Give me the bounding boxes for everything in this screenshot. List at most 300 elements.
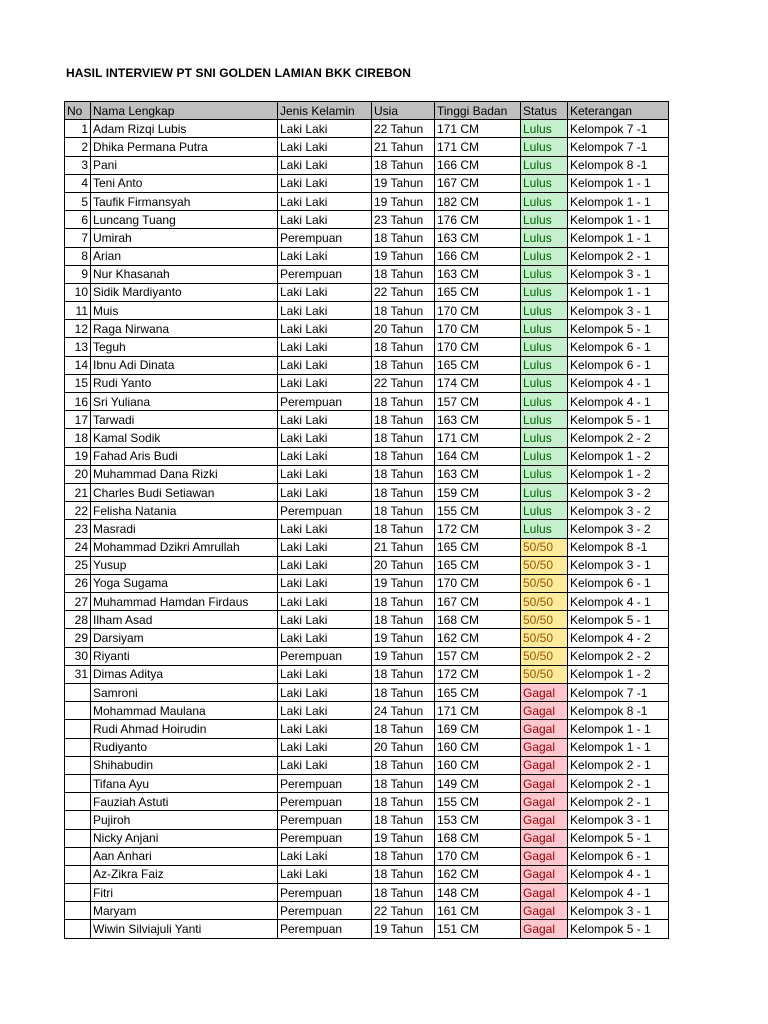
cell-keterangan: Kelompok 3 - 2 — [568, 502, 669, 520]
cell-nama-lengkap: Rudi Yanto — [91, 374, 278, 392]
cell-keterangan: Kelompok 8 -1 — [568, 156, 669, 174]
cell-keterangan: Kelompok 4 - 1 — [568, 884, 669, 902]
cell-no — [65, 847, 91, 865]
cell-keterangan: Kelompok 7 -1 — [568, 684, 669, 702]
cell-no — [65, 884, 91, 902]
cell-status: Lulus — [521, 429, 568, 447]
cell-jenis-kelamin: Laki Laki — [278, 247, 372, 265]
cell-no: 19 — [65, 447, 91, 465]
table-row — [65, 556, 669, 574]
cell-status: Lulus — [521, 120, 568, 138]
cell-no: 26 — [65, 574, 91, 592]
cell-usia: 18 Tahun — [372, 684, 435, 702]
cell-no: 17 — [65, 411, 91, 429]
cell-nama-lengkap: Sri Yuliana — [91, 393, 278, 411]
cell-tinggi-badan: 149 CM — [435, 774, 521, 792]
cell-no: 31 — [65, 665, 91, 683]
cell-status: Gagal — [521, 884, 568, 902]
cell-tinggi-badan: 182 CM — [435, 192, 521, 210]
cell-tinggi-badan: 157 CM — [435, 647, 521, 665]
cell-usia: 18 Tahun — [372, 302, 435, 320]
cell-nama-lengkap: Samroni — [91, 684, 278, 702]
table-row — [65, 502, 669, 520]
cell-keterangan: Kelompok 3 - 1 — [568, 265, 669, 283]
cell-jenis-kelamin: Laki Laki — [278, 738, 372, 756]
cell-nama-lengkap: Shihabudin — [91, 756, 278, 774]
cell-nama-lengkap: Felisha Natania — [91, 502, 278, 520]
cell-no: 20 — [65, 465, 91, 483]
cell-status: Gagal — [521, 847, 568, 865]
header-status: Status — [521, 102, 568, 120]
header-no: No — [65, 102, 91, 120]
cell-tinggi-badan: 163 CM — [435, 265, 521, 283]
cell-keterangan: Kelompok 8 -1 — [568, 538, 669, 556]
cell-usia: 22 Tahun — [372, 120, 435, 138]
cell-usia: 20 Tahun — [372, 738, 435, 756]
cell-status: Gagal — [521, 684, 568, 702]
cell-keterangan: Kelompok 1 - 1 — [568, 283, 669, 301]
cell-tinggi-badan: 163 CM — [435, 229, 521, 247]
cell-usia: 18 Tahun — [372, 593, 435, 611]
cell-keterangan: Kelompok 1 - 1 — [568, 192, 669, 210]
cell-usia: 19 Tahun — [372, 920, 435, 938]
cell-status: Lulus — [521, 229, 568, 247]
cell-nama-lengkap: Dimas Aditya — [91, 665, 278, 683]
cell-jenis-kelamin: Laki Laki — [278, 847, 372, 865]
cell-jenis-kelamin: Laki Laki — [278, 611, 372, 629]
cell-usia: 18 Tahun — [372, 502, 435, 520]
cell-nama-lengkap: Adam Rizqi Lubis — [91, 120, 278, 138]
cell-tinggi-badan: 171 CM — [435, 138, 521, 156]
cell-nama-lengkap: Kamal Sodik — [91, 429, 278, 447]
cell-no — [65, 720, 91, 738]
cell-nama-lengkap: Pujiroh — [91, 811, 278, 829]
cell-status: 50/50 — [521, 611, 568, 629]
header-jenis-kelamin: Jenis Kelamin — [278, 102, 372, 120]
cell-status: Gagal — [521, 811, 568, 829]
cell-no: 13 — [65, 338, 91, 356]
cell-tinggi-badan: 171 CM — [435, 120, 521, 138]
cell-usia: 19 Tahun — [372, 174, 435, 192]
cell-keterangan: Kelompok 5 - 1 — [568, 320, 669, 338]
cell-jenis-kelamin: Laki Laki — [278, 556, 372, 574]
cell-no: 10 — [65, 283, 91, 301]
table-row — [65, 320, 669, 338]
cell-no: 29 — [65, 629, 91, 647]
cell-status: Gagal — [521, 902, 568, 920]
cell-jenis-kelamin: Laki Laki — [278, 520, 372, 538]
cell-nama-lengkap: Arian — [91, 247, 278, 265]
cell-nama-lengkap: Ilham Asad — [91, 611, 278, 629]
cell-tinggi-badan: 176 CM — [435, 211, 521, 229]
cell-keterangan: Kelompok 5 - 1 — [568, 920, 669, 938]
cell-keterangan: Kelompok 3 - 1 — [568, 902, 669, 920]
cell-keterangan: Kelompok 2 - 1 — [568, 756, 669, 774]
cell-usia: 21 Tahun — [372, 138, 435, 156]
cell-usia: 18 Tahun — [372, 265, 435, 283]
cell-jenis-kelamin: Laki Laki — [278, 374, 372, 392]
cell-keterangan: Kelompok 1 - 1 — [568, 720, 669, 738]
cell-jenis-kelamin: Laki Laki — [278, 302, 372, 320]
cell-nama-lengkap: Mohammad Maulana — [91, 702, 278, 720]
cell-keterangan: Kelompok 1 - 1 — [568, 738, 669, 756]
cell-no: 9 — [65, 265, 91, 283]
cell-usia: 18 Tahun — [372, 774, 435, 792]
cell-usia: 18 Tahun — [372, 156, 435, 174]
cell-nama-lengkap: Tarwadi — [91, 411, 278, 429]
cell-keterangan: Kelompok 5 - 1 — [568, 611, 669, 629]
cell-status: Lulus — [521, 520, 568, 538]
table-row — [65, 774, 669, 792]
cell-jenis-kelamin: Laki Laki — [278, 720, 372, 738]
cell-no: 24 — [65, 538, 91, 556]
cell-status: Lulus — [521, 174, 568, 192]
cell-no: 16 — [65, 393, 91, 411]
cell-keterangan: Kelompok 2 - 1 — [568, 247, 669, 265]
cell-no: 14 — [65, 356, 91, 374]
cell-tinggi-badan: 172 CM — [435, 520, 521, 538]
cell-no — [65, 811, 91, 829]
cell-status: Lulus — [521, 192, 568, 210]
cell-no: 1 — [65, 120, 91, 138]
cell-status: Lulus — [521, 211, 568, 229]
table-row — [65, 702, 669, 720]
table-row — [65, 847, 669, 865]
cell-nama-lengkap: Fitri — [91, 884, 278, 902]
cell-usia: 18 Tahun — [372, 229, 435, 247]
cell-status: Lulus — [521, 411, 568, 429]
cell-nama-lengkap: Raga Nirwana — [91, 320, 278, 338]
table-row — [65, 756, 669, 774]
cell-tinggi-badan: 165 CM — [435, 283, 521, 301]
cell-tinggi-badan: 164 CM — [435, 447, 521, 465]
cell-jenis-kelamin: Laki Laki — [278, 156, 372, 174]
table-row — [65, 374, 669, 392]
table-row — [65, 411, 669, 429]
cell-status: Gagal — [521, 774, 568, 792]
table-row — [65, 611, 669, 629]
cell-keterangan: Kelompok 7 -1 — [568, 138, 669, 156]
cell-nama-lengkap: Mohammad Dzikri Amrullah — [91, 538, 278, 556]
cell-usia: 18 Tahun — [372, 447, 435, 465]
cell-jenis-kelamin: Laki Laki — [278, 411, 372, 429]
cell-tinggi-badan: 162 CM — [435, 629, 521, 647]
table-row — [65, 811, 669, 829]
table-row — [65, 156, 669, 174]
cell-jenis-kelamin: Laki Laki — [278, 211, 372, 229]
cell-nama-lengkap: Teguh — [91, 338, 278, 356]
cell-usia: 18 Tahun — [372, 756, 435, 774]
cell-tinggi-badan: 170 CM — [435, 847, 521, 865]
cell-status: Lulus — [521, 447, 568, 465]
cell-usia: 22 Tahun — [372, 283, 435, 301]
cell-status: 50/50 — [521, 647, 568, 665]
cell-keterangan: Kelompok 4 - 2 — [568, 629, 669, 647]
cell-tinggi-badan: 165 CM — [435, 684, 521, 702]
cell-tinggi-badan: 170 CM — [435, 302, 521, 320]
cell-nama-lengkap: Sidik Mardiyanto — [91, 283, 278, 301]
cell-keterangan: Kelompok 1 - 1 — [568, 229, 669, 247]
cell-keterangan: Kelompok 1 - 1 — [568, 174, 669, 192]
cell-usia: 18 Tahun — [372, 483, 435, 501]
cell-keterangan: Kelompok 3 - 2 — [568, 520, 669, 538]
cell-tinggi-badan: 171 CM — [435, 429, 521, 447]
cell-nama-lengkap: Pani — [91, 156, 278, 174]
cell-jenis-kelamin: Laki Laki — [278, 429, 372, 447]
header-nama-lengkap: Nama Lengkap — [91, 102, 278, 120]
cell-status: Lulus — [521, 320, 568, 338]
cell-status: Gagal — [521, 738, 568, 756]
table-row — [65, 574, 669, 592]
cell-status: Gagal — [521, 793, 568, 811]
cell-jenis-kelamin: Laki Laki — [278, 447, 372, 465]
cell-tinggi-badan: 160 CM — [435, 756, 521, 774]
cell-usia: 23 Tahun — [372, 211, 435, 229]
cell-usia: 18 Tahun — [372, 356, 435, 374]
cell-nama-lengkap: Riyanti — [91, 647, 278, 665]
cell-no — [65, 684, 91, 702]
cell-nama-lengkap: Charles Budi Setiawan — [91, 483, 278, 501]
cell-jenis-kelamin: Laki Laki — [278, 283, 372, 301]
cell-keterangan: Kelompok 1 - 1 — [568, 211, 669, 229]
cell-jenis-kelamin: Perempuan — [278, 229, 372, 247]
header-usia: Usia — [372, 102, 435, 120]
table-row — [65, 902, 669, 920]
cell-tinggi-badan: 169 CM — [435, 720, 521, 738]
table-row — [65, 520, 669, 538]
cell-nama-lengkap: Rudiyanto — [91, 738, 278, 756]
table-row — [65, 483, 669, 501]
table-row — [65, 429, 669, 447]
cell-jenis-kelamin: Perempuan — [278, 829, 372, 847]
cell-usia: 19 Tahun — [372, 629, 435, 647]
cell-status: Lulus — [521, 138, 568, 156]
cell-nama-lengkap: Tifana Ayu — [91, 774, 278, 792]
cell-keterangan: Kelompok 5 - 1 — [568, 829, 669, 847]
table-body — [65, 120, 669, 938]
cell-status: Lulus — [521, 247, 568, 265]
cell-tinggi-badan: 155 CM — [435, 502, 521, 520]
table-row — [65, 884, 669, 902]
table-row — [65, 829, 669, 847]
table-row — [65, 920, 669, 938]
cell-no — [65, 756, 91, 774]
cell-no: 7 — [65, 229, 91, 247]
cell-no: 15 — [65, 374, 91, 392]
cell-usia: 18 Tahun — [372, 793, 435, 811]
cell-jenis-kelamin: Laki Laki — [278, 629, 372, 647]
cell-nama-lengkap: Aan Anhari — [91, 847, 278, 865]
cell-tinggi-badan: 155 CM — [435, 793, 521, 811]
table-row — [65, 283, 669, 301]
cell-status: Lulus — [521, 393, 568, 411]
header-row — [65, 102, 669, 120]
cell-jenis-kelamin: Perempuan — [278, 393, 372, 411]
cell-no: 18 — [65, 429, 91, 447]
cell-keterangan: Kelompok 6 - 1 — [568, 338, 669, 356]
table-row — [65, 593, 669, 611]
cell-no: 6 — [65, 211, 91, 229]
cell-nama-lengkap: Taufik Firmansyah — [91, 192, 278, 210]
cell-keterangan: Kelompok 2 - 2 — [568, 647, 669, 665]
cell-keterangan: Kelompok 2 - 1 — [568, 793, 669, 811]
cell-tinggi-badan: 168 CM — [435, 611, 521, 629]
cell-usia: 18 Tahun — [372, 411, 435, 429]
table-row — [65, 120, 669, 138]
cell-usia: 19 Tahun — [372, 647, 435, 665]
cell-jenis-kelamin: Perempuan — [278, 647, 372, 665]
table-row — [65, 738, 669, 756]
cell-keterangan: Kelompok 6 - 1 — [568, 574, 669, 592]
cell-usia: 18 Tahun — [372, 338, 435, 356]
cell-no: 25 — [65, 556, 91, 574]
cell-keterangan: Kelompok 4 - 1 — [568, 865, 669, 883]
cell-jenis-kelamin: Perempuan — [278, 265, 372, 283]
cell-jenis-kelamin: Laki Laki — [278, 684, 372, 702]
cell-jenis-kelamin: Perempuan — [278, 811, 372, 829]
cell-status: 50/50 — [521, 574, 568, 592]
cell-nama-lengkap: Yoga Sugama — [91, 574, 278, 592]
cell-status: Lulus — [521, 302, 568, 320]
cell-keterangan: Kelompok 5 - 1 — [568, 411, 669, 429]
table-row — [65, 229, 669, 247]
cell-nama-lengkap: Dhika Permana Putra — [91, 138, 278, 156]
cell-tinggi-badan: 160 CM — [435, 738, 521, 756]
cell-tinggi-badan: 151 CM — [435, 920, 521, 938]
cell-jenis-kelamin: Laki Laki — [278, 702, 372, 720]
cell-status: Lulus — [521, 374, 568, 392]
cell-jenis-kelamin: Laki Laki — [278, 665, 372, 683]
cell-nama-lengkap: Masradi — [91, 520, 278, 538]
table-row — [65, 302, 669, 320]
cell-no: 30 — [65, 647, 91, 665]
cell-no: 2 — [65, 138, 91, 156]
cell-tinggi-badan: 165 CM — [435, 356, 521, 374]
table-row — [65, 393, 669, 411]
cell-keterangan: Kelompok 1 - 2 — [568, 447, 669, 465]
cell-status: Gagal — [521, 756, 568, 774]
cell-jenis-kelamin: Laki Laki — [278, 465, 372, 483]
cell-usia: 22 Tahun — [372, 902, 435, 920]
cell-jenis-kelamin: Perempuan — [278, 920, 372, 938]
cell-tinggi-badan: 170 CM — [435, 574, 521, 592]
cell-tinggi-badan: 172 CM — [435, 665, 521, 683]
cell-keterangan: Kelompok 1 - 2 — [568, 665, 669, 683]
cell-jenis-kelamin: Laki Laki — [278, 538, 372, 556]
cell-tinggi-badan: 157 CM — [435, 393, 521, 411]
cell-nama-lengkap: Fahad Aris Budi — [91, 447, 278, 465]
header-keterangan: Keterangan — [568, 102, 669, 120]
cell-no — [65, 865, 91, 883]
table-row — [65, 865, 669, 883]
cell-no: 23 — [65, 520, 91, 538]
table-row — [65, 192, 669, 210]
cell-no: 28 — [65, 611, 91, 629]
cell-no — [65, 902, 91, 920]
cell-nama-lengkap: Luncang Tuang — [91, 211, 278, 229]
cell-status: Lulus — [521, 465, 568, 483]
table-row — [65, 447, 669, 465]
cell-nama-lengkap: Muis — [91, 302, 278, 320]
cell-status: 50/50 — [521, 538, 568, 556]
cell-status: 50/50 — [521, 556, 568, 574]
cell-usia: 19 Tahun — [372, 247, 435, 265]
cell-jenis-kelamin: Perempuan — [278, 884, 372, 902]
cell-tinggi-badan: 148 CM — [435, 884, 521, 902]
table-row — [65, 665, 669, 683]
cell-tinggi-badan: 165 CM — [435, 556, 521, 574]
cell-no — [65, 702, 91, 720]
cell-usia: 18 Tahun — [372, 611, 435, 629]
cell-tinggi-badan: 153 CM — [435, 811, 521, 829]
cell-keterangan: Kelompok 4 - 1 — [568, 374, 669, 392]
cell-nama-lengkap: Muhammad Hamdan Firdaus — [91, 593, 278, 611]
cell-nama-lengkap: Az-Zikra Faiz — [91, 865, 278, 883]
cell-jenis-kelamin: Laki Laki — [278, 138, 372, 156]
table-row — [65, 356, 669, 374]
cell-status: 50/50 — [521, 593, 568, 611]
cell-usia: 18 Tahun — [372, 665, 435, 683]
cell-status: Gagal — [521, 702, 568, 720]
table-row — [65, 138, 669, 156]
cell-keterangan: Kelompok 7 -1 — [568, 120, 669, 138]
cell-jenis-kelamin: Laki Laki — [278, 756, 372, 774]
table-row — [65, 465, 669, 483]
cell-tinggi-badan: 161 CM — [435, 902, 521, 920]
cell-usia: 18 Tahun — [372, 520, 435, 538]
cell-usia: 24 Tahun — [372, 702, 435, 720]
cell-no — [65, 793, 91, 811]
cell-usia: 18 Tahun — [372, 847, 435, 865]
table-row — [65, 211, 669, 229]
table-row — [65, 720, 669, 738]
cell-jenis-kelamin: Perempuan — [278, 902, 372, 920]
cell-usia: 22 Tahun — [372, 374, 435, 392]
cell-keterangan: Kelompok 2 - 1 — [568, 774, 669, 792]
cell-jenis-kelamin: Perempuan — [278, 793, 372, 811]
cell-tinggi-badan: 165 CM — [435, 538, 521, 556]
cell-usia: 18 Tahun — [372, 811, 435, 829]
page-title: HASIL INTERVIEW PT SNI GOLDEN LAMIAN BKK CIREBON — [66, 66, 412, 80]
cell-jenis-kelamin: Laki Laki — [278, 574, 372, 592]
table-row — [65, 247, 669, 265]
cell-tinggi-badan: 163 CM — [435, 411, 521, 429]
cell-jenis-kelamin: Laki Laki — [278, 865, 372, 883]
cell-jenis-kelamin: Laki Laki — [278, 356, 372, 374]
cell-no — [65, 738, 91, 756]
table-row — [65, 684, 669, 702]
table-row — [65, 647, 669, 665]
cell-status: Lulus — [521, 283, 568, 301]
table-row — [65, 793, 669, 811]
cell-keterangan: Kelompok 3 - 1 — [568, 302, 669, 320]
cell-status: Lulus — [521, 265, 568, 283]
cell-no: 5 — [65, 192, 91, 210]
cell-nama-lengkap: Darsiyam — [91, 629, 278, 647]
cell-usia: 18 Tahun — [372, 884, 435, 902]
cell-nama-lengkap: Umirah — [91, 229, 278, 247]
cell-jenis-kelamin: Laki Laki — [278, 593, 372, 611]
cell-tinggi-badan: 159 CM — [435, 483, 521, 501]
cell-jenis-kelamin: Laki Laki — [278, 192, 372, 210]
cell-status: 50/50 — [521, 629, 568, 647]
cell-no: 3 — [65, 156, 91, 174]
cell-tinggi-badan: 171 CM — [435, 702, 521, 720]
cell-usia: 20 Tahun — [372, 556, 435, 574]
cell-status: Gagal — [521, 829, 568, 847]
cell-usia: 20 Tahun — [372, 320, 435, 338]
cell-keterangan: Kelompok 6 - 1 — [568, 356, 669, 374]
